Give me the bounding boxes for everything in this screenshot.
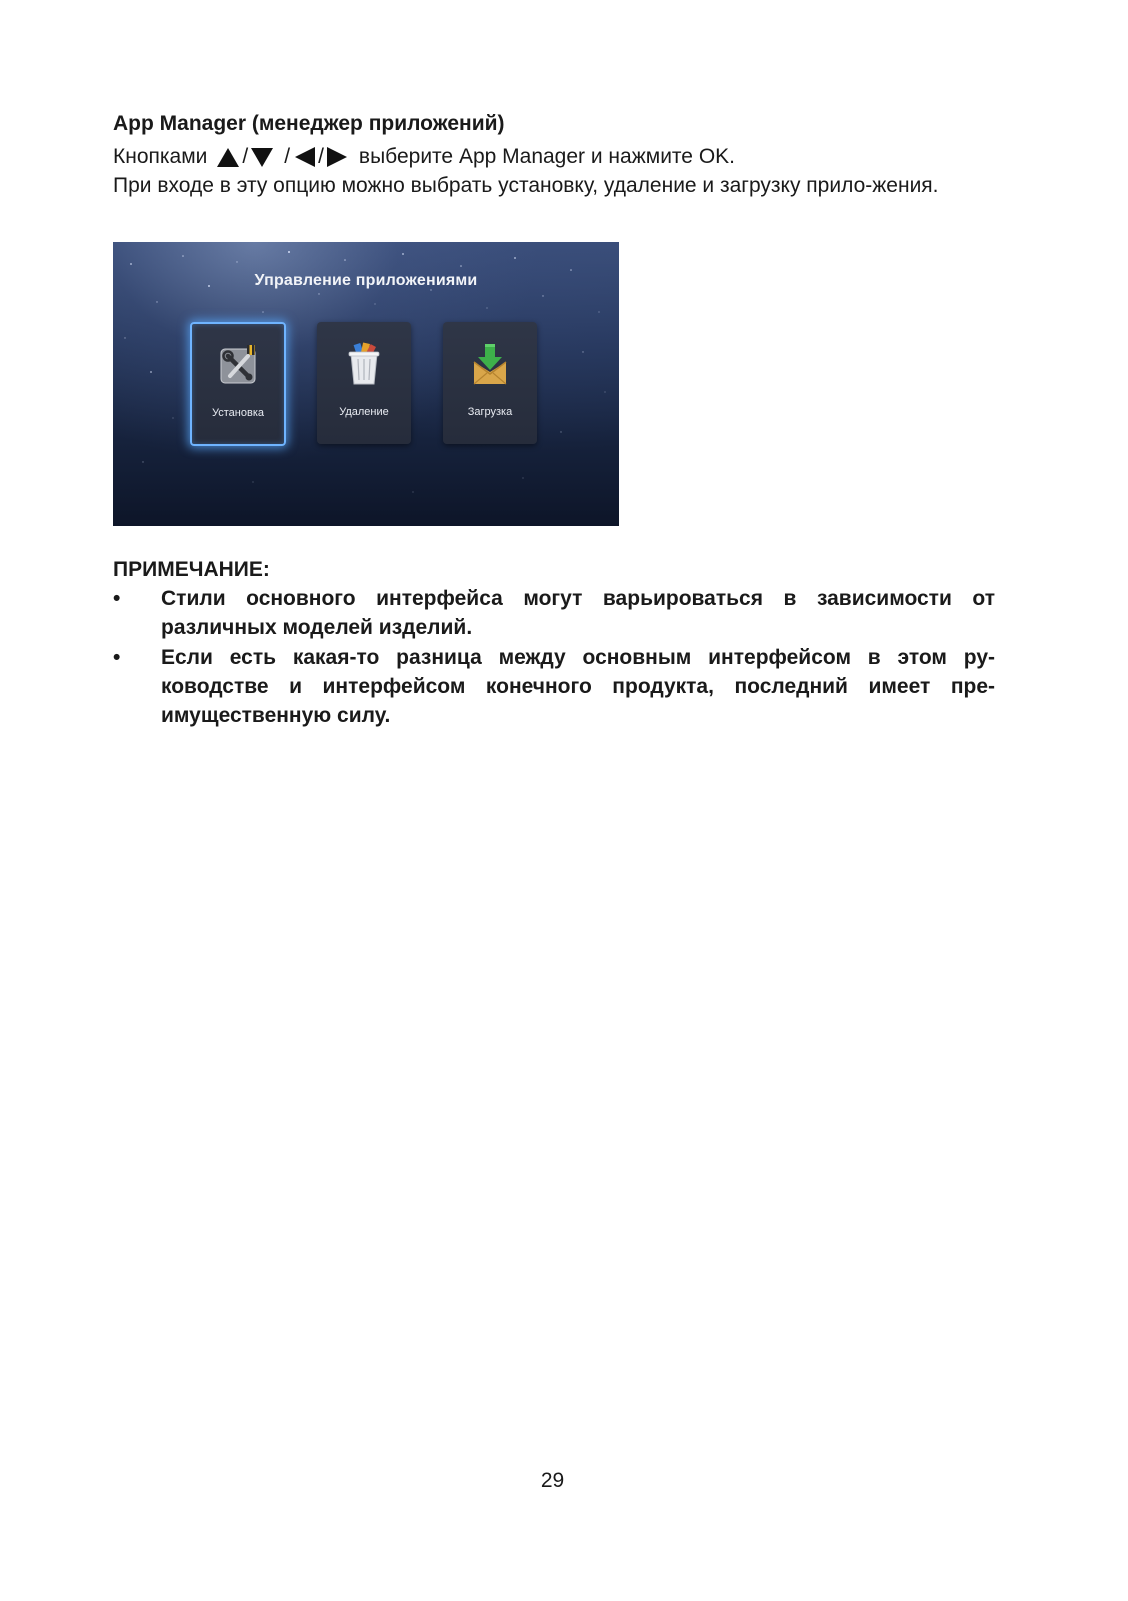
section-title: App Manager (менеджер приложений) xyxy=(113,112,505,135)
note-item xyxy=(113,643,995,730)
uninstall-tile-label: Удаление xyxy=(339,406,389,418)
description-paragraph: При входе в эту опцию можно выбрать установку, удаление и загрузку прило-жения. xyxy=(113,174,939,197)
trash-icon xyxy=(345,342,383,386)
arrow-down-icon xyxy=(251,148,273,167)
page-number: 29 xyxy=(540,1469,565,1492)
instruction-prefix: Кнопками xyxy=(113,145,208,168)
slash-separator: / xyxy=(318,145,324,168)
uninstall-tile[interactable] xyxy=(317,322,411,444)
instruction-suffix: выберите App Manager и нажмите OK. xyxy=(358,145,735,168)
note-item xyxy=(113,584,995,642)
note-item-text: Стили основного интерфейса могут варьироваться в зависимости от различных моделей изделий. xyxy=(161,587,995,639)
note-list xyxy=(113,584,995,731)
app-manager-screenshot xyxy=(113,242,619,526)
install-tile[interactable] xyxy=(190,322,286,446)
slash-separator: / xyxy=(284,145,291,168)
screen-title: Управление приложениями xyxy=(254,272,478,289)
download-icon xyxy=(471,342,509,386)
bullet-marker: • xyxy=(113,646,121,669)
note-heading: ПРИМЕЧАНИЕ: xyxy=(113,558,270,581)
note-item-text: Если есть какая-то разница между основным интерфейсом в этом ру-ководстве и интерфейсом конечного продукта, последний имеет пре-имущественную силу. xyxy=(161,646,995,727)
download-tile-label: Загрузка xyxy=(467,406,513,418)
instruction-line xyxy=(113,143,735,171)
download-tile[interactable] xyxy=(443,322,537,444)
arrow-left-icon xyxy=(295,147,315,167)
arrow-up-icon xyxy=(217,148,239,167)
install-tile-label: Установка xyxy=(212,407,264,419)
slash-separator: / xyxy=(242,145,249,168)
arrow-right-icon xyxy=(327,147,347,167)
tools-icon xyxy=(219,343,257,387)
bullet-marker: • xyxy=(113,587,121,610)
